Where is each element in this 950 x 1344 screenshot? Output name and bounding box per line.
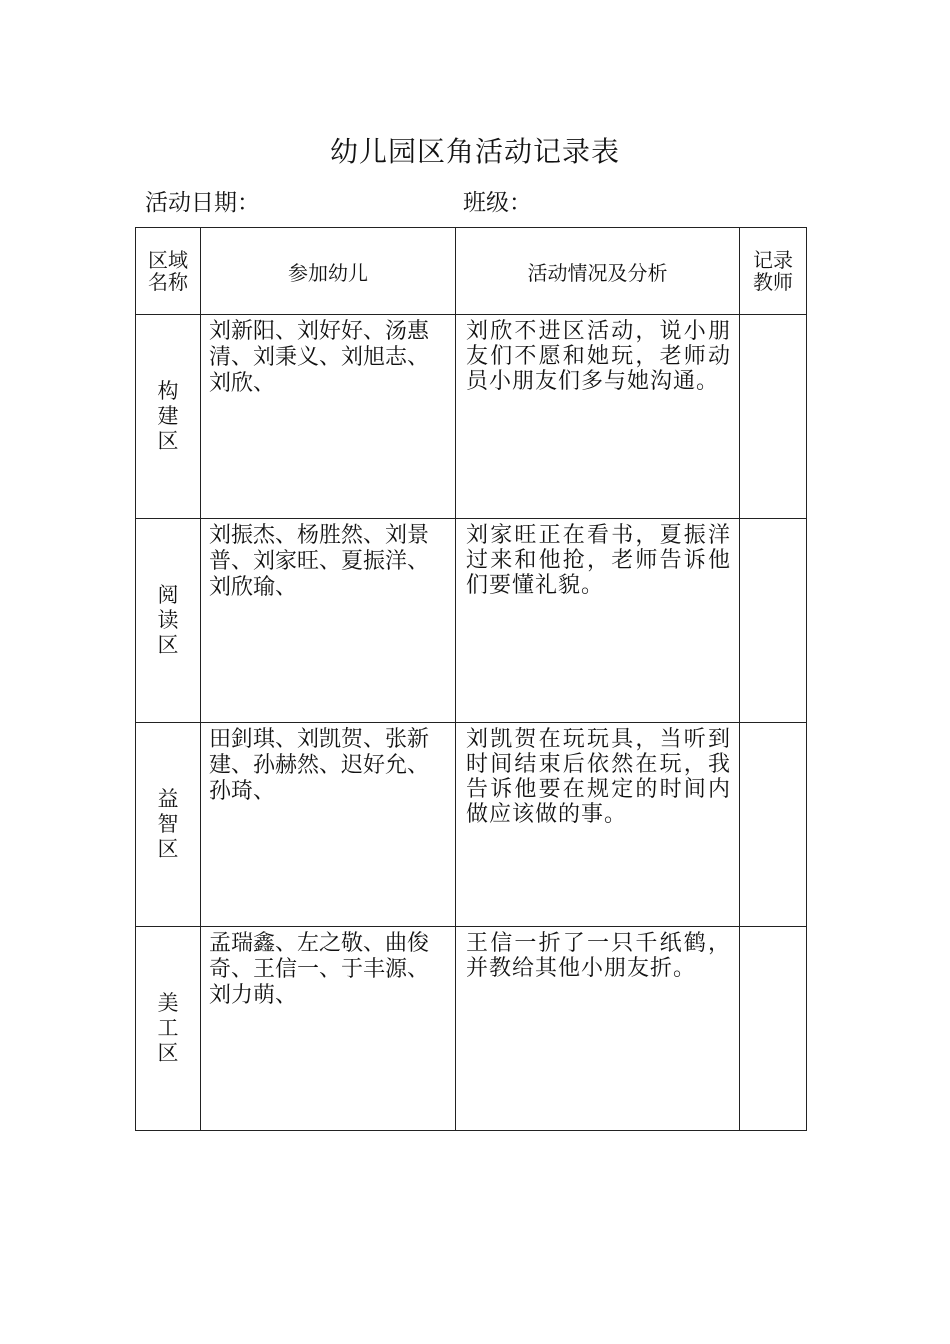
header-analysis: 活动情况及分析 bbox=[456, 228, 740, 315]
activity-record-table bbox=[135, 227, 807, 1131]
teacher-cell bbox=[740, 927, 807, 1131]
children-cell: 刘振杰、杨胜然、刘景普、刘家旺、夏振洋、刘欣瑜、 bbox=[201, 519, 456, 723]
table-row bbox=[136, 927, 807, 1131]
analysis-cell: 刘家旺正在看书，夏振洋过来和他抢，老师告诉他们要懂礼貌。 bbox=[456, 519, 740, 723]
header-children: 参加幼儿 bbox=[201, 228, 456, 315]
children-cell: 孟瑞鑫、左之敬、曲俊奇、王信一、于丰源、刘力萌、 bbox=[201, 927, 456, 1131]
table-header-row bbox=[136, 228, 807, 315]
teacher-cell bbox=[740, 723, 807, 927]
area-name-cell: 构建区 bbox=[136, 315, 201, 519]
teacher-cell bbox=[740, 519, 807, 723]
teacher-cell bbox=[740, 315, 807, 519]
header-teacher: 记录教师 bbox=[740, 228, 807, 315]
table-row bbox=[136, 723, 807, 927]
children-cell: 田釗琪、刘凯贺、张新建、孙赫然、迟好允、孙琦、 bbox=[201, 723, 456, 927]
area-name-cell: 益智区 bbox=[136, 723, 201, 927]
activity-date-label: 活动日期： bbox=[145, 190, 260, 216]
analysis-cell: 刘凯贺在玩玩具，当听到时间结束后依然在玩，我告诉他要在规定的时间内做应该做的事。 bbox=[456, 723, 740, 927]
area-name-cell: 阅读区 bbox=[136, 519, 201, 723]
analysis-cell: 刘欣不进区活动，说小朋友们不愿和她玩，老师动员小朋友们多与她沟通。 bbox=[456, 315, 740, 519]
header-area-name: 区域名称 bbox=[136, 228, 201, 315]
analysis-cell: 王信一折了一只千纸鹤，并教给其他小朋友折。 bbox=[456, 927, 740, 1131]
class-label: 班级： bbox=[463, 190, 532, 216]
area-name-cell: 美工区 bbox=[136, 927, 201, 1131]
table-row bbox=[136, 315, 807, 519]
page-title: 幼儿园区角活动记录表 bbox=[329, 135, 620, 168]
table-row bbox=[136, 519, 807, 723]
children-cell: 刘新阳、刘好好、汤惠清、刘秉义、刘旭志、刘欣、 bbox=[201, 315, 456, 519]
